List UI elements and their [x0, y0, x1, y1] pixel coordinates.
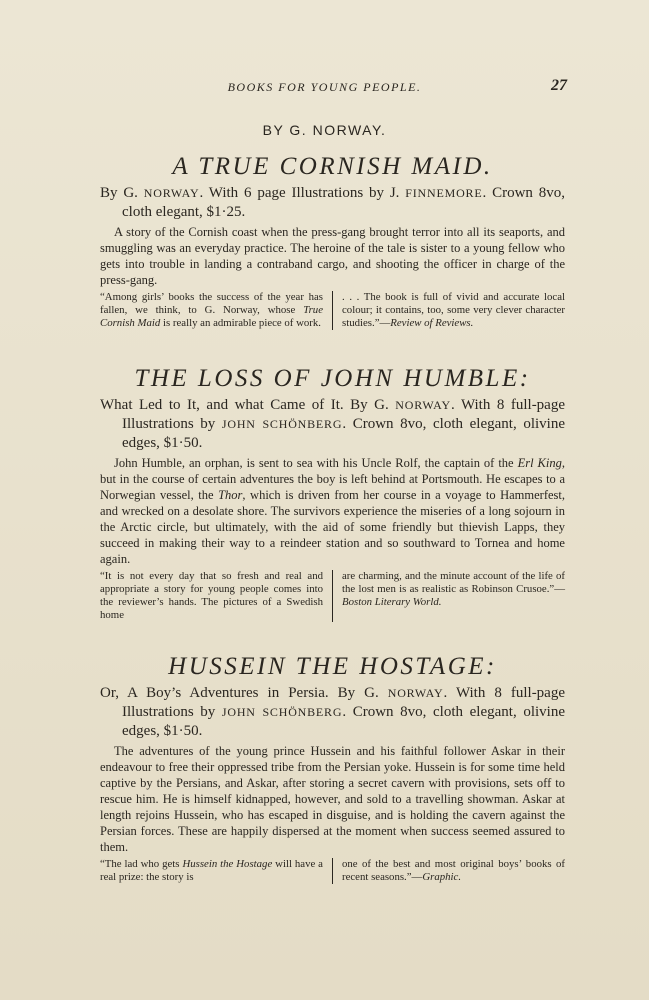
illustrator-name: FINNEMORE: [405, 186, 483, 200]
book-title: THE LOSS OF JOHN HUMBLE:: [134, 365, 531, 392]
review-left: “It is not every day that so fresh and real and appropriate a story for young people comes into the reviewer’s hands. The pictures of a Swedish home: [100, 570, 333, 622]
review-right: one of the best and most original boys’ books of recent seasons.”—Graphic.: [342, 858, 565, 883]
running-head: [0, 77, 649, 100]
review-columns: [100, 858, 565, 884]
running-title: BOOKS FOR YOUNG PEOPLE.: [227, 80, 422, 94]
review-source: Graphic.: [422, 871, 462, 883]
book-entry-hussein-the-hostage: [100, 652, 565, 884]
book-entry-true-cornish-maid: [100, 152, 565, 330]
review-right: . . . The book is full of vivid and accurate local colour; it contains, too, some very clever character studies.”—Review of Reviews.: [342, 291, 565, 329]
illustrator-name: JOHN SCHÖNBERG: [221, 417, 343, 431]
review-columns: [100, 291, 565, 330]
review-source: Review of Reviews.: [390, 317, 474, 329]
book-description: A story of the Cornish coast when the press-gang brought terror into all its seaports, and smuggling was an everyday practice. The heroine of the tale is sister to a young fellow who gets into trouble in landing a contraband cargo, and shooting the officer in charge of the press-gang.: [100, 225, 565, 287]
book-description: John Humble, an orphan, is sent to sea with his Uncle Rolf, the captain of the Erl King, but in the course of certain adventures the boy is left behind at Portsmouth. He escapes to a Norwegian vessel, the Thor, which is driven from her course in a voyage to Hammerfest, and wrecked on a desolate shore. The survivors experience the miseries of a long sojourn in the Arctic circle, but ultimately, with the aid of some friendly but thievish Lapps, they succeed in making their way to a reindeer station and so southward to Tornea and home again.: [100, 456, 565, 566]
illustrator-name: JOHN SCHÖNBERG: [221, 705, 343, 719]
review-title-ref: Hussein the Hostage: [182, 858, 273, 870]
ship-name: Erl King: [517, 456, 562, 470]
book-title: A TRUE CORNISH MAID.: [172, 153, 493, 180]
book-subtitle: By G. NORWAY. With 6 page Illustrations by J. FINNEMORE. Crown 8vo, cloth elegant, $1·25.: [100, 185, 565, 220]
review-columns: [100, 570, 565, 622]
review-left: “The lad who gets Hussein the Hostage will have a real prize: the story is: [100, 858, 333, 884]
author-name: NORWAY: [143, 186, 200, 200]
book-subtitle: What Led to It, and what Came of It. By G. NORWAY. With 8 full-page Illustrations by JOHN SCHÖNBERG. Crown 8vo, cloth elegant, olivine edges, $1·50.: [100, 397, 566, 451]
review-title-ref: True Cornish Maid: [100, 304, 323, 329]
book-subtitle: Or, A Boy’s Adventures in Persia. By G. NORWAY. With 8 full-page Illustrations by JOHN SCHÖNBERG. Crown 8vo, cloth elegant, olivine edges, $1·50.: [100, 685, 565, 739]
book-title: HUSSEIN THE HOSTAGE:: [168, 653, 497, 680]
review-right: are charming, and the minute account of the life of the lost men is as realistic as Robinson Crusoe.”—Boston Literary World.: [342, 570, 565, 608]
book-entry-loss-of-john-humble: [100, 364, 565, 622]
page-number: 27: [551, 77, 567, 94]
review-source: Boston Literary World.: [342, 596, 442, 608]
review-left: “Among girls’ books the success of the year has fallen, we think, to G. Norway, whose True Cornish Maid is really an admirable piece of work.: [100, 291, 333, 330]
author-name: NORWAY: [395, 398, 451, 412]
book-description: The adventures of the young prince Hussein and his faithful follower Askar in their endeavour to free their oppressed tribe from the Persian yoke. Hussein is for some time held captive by the Persians, and Askar, after storing a secret cavern with provisions, sets off to rescue him. He is himself kidnapped, however, and sold to a travelling showman. Askar at length rejoins Hussein, who has escaped in disguise, and is holding the cavern against the Persian forces. These are happily dispersed at the moment when success seemed assured to them.: [100, 744, 565, 854]
author-name: NORWAY: [387, 686, 444, 700]
author-heading: BY G. NORWAY.: [262, 122, 387, 138]
ship-name: Thor: [218, 488, 243, 502]
